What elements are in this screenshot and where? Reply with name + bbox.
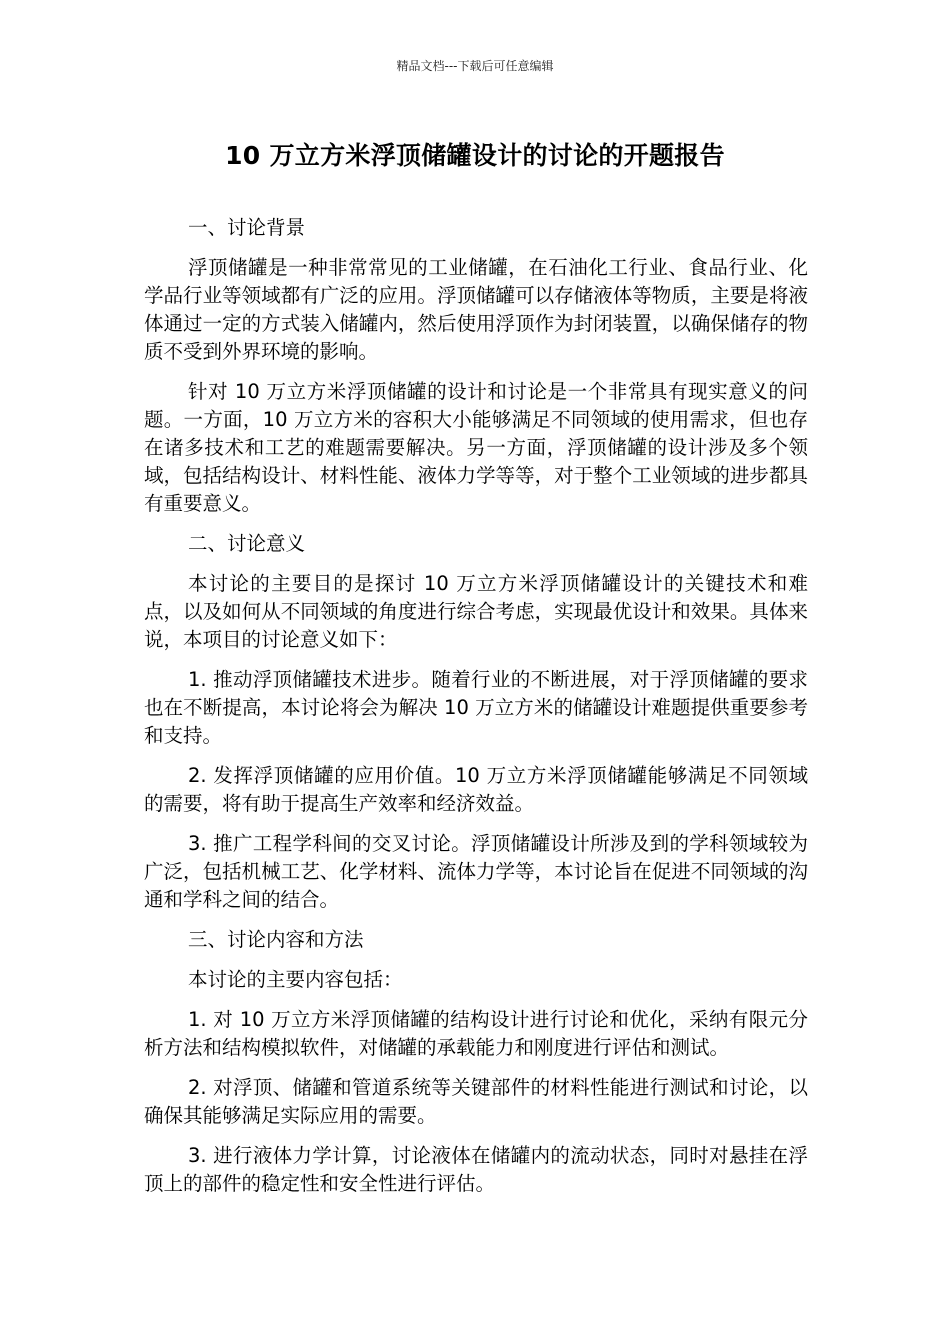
section-heading-significance: 二、讨论意义 xyxy=(188,532,306,555)
paragraph-background-2: 针对 10 万立方米浮顶储罐的设计和讨论是一个非常具有现实意义的问题。一方面，10 万立方米的容积大小能够满足不同领域的使用需求，但也存在诸多技术和工艺的难题需要解决。另一方面，浮顶储罐的设计涉及多个领域，包括结构设计、材料性能、液体力学等等，对于整个工业领域的进步都具有重要意义。 xyxy=(144,380,808,515)
section-heading-background: 一、讨论背景 xyxy=(188,216,306,239)
page-header: 精品文档---下载后可任意编辑 xyxy=(396,59,554,73)
document-title: 10 万立方米浮顶储罐设计的讨论的开题报告 xyxy=(225,141,725,170)
list-item-content-3: 3. 进行液体力学计算，讨论液体在储罐内的流动状态，同时对悬挂在浮顶上的部件的稳定性和安全性进行评估。 xyxy=(144,1144,808,1195)
paragraph-background-1: 浮顶储罐是一种非常常见的工业储罐，在石油化工行业、食品行业、化学品行业等领域都有广泛的应用。浮顶储罐可以存储液体等物质，主要是将液体通过一定的方式装入储罐内，然后使用浮顶作为封闭装置，以确保储存的物质不受到外界环境的影响。 xyxy=(144,256,808,363)
list-item-content-1: 1. 对 10 万立方米浮顶储罐的结构设计进行讨论和优化，采纳有限元分析方法和结构模拟软件，对储罐的承载能力和刚度进行评估和测试。 xyxy=(144,1008,808,1059)
list-item-significance-2: 2. 发挥浮顶储罐的应用价值。10 万立方米浮顶储罐能够满足不同领域的需要，将有助于提高生产效率和经济效益。 xyxy=(144,764,808,815)
list-item-significance-3: 3. 推广工程学科间的交叉讨论。浮顶储罐设计所涉及到的学科领域较为广泛，包括机械工艺、化学材料、流体力学等，本讨论旨在促进不同领域的沟通和学科之间的结合。 xyxy=(144,832,808,911)
section-heading-content-method: 三、讨论内容和方法 xyxy=(188,928,364,951)
document-body xyxy=(144,214,808,1210)
paragraph-significance-intro: 本讨论的主要目的是探讨 10 万立方米浮顶储罐设计的关键技术和难点，以及如何从不同领域的角度进行综合考虑，实现最优设计和效果。具体来说，本项目的讨论意义如下： xyxy=(144,572,808,651)
list-item-significance-1: 1. 推动浮顶储罐技术进步。随着行业的不断进展，对于浮顶储罐的要求也在不断提高，本讨论将会为解决 10 万立方米的储罐设计难题提供重要参考和支持。 xyxy=(144,668,808,747)
list-item-content-2: 2. 对浮顶、储罐和管道系统等关键部件的材料性能进行测试和讨论，以确保其能够满足实际应用的需要。 xyxy=(144,1076,808,1127)
paragraph-content-intro: 本讨论的主要内容包括： xyxy=(188,968,403,991)
